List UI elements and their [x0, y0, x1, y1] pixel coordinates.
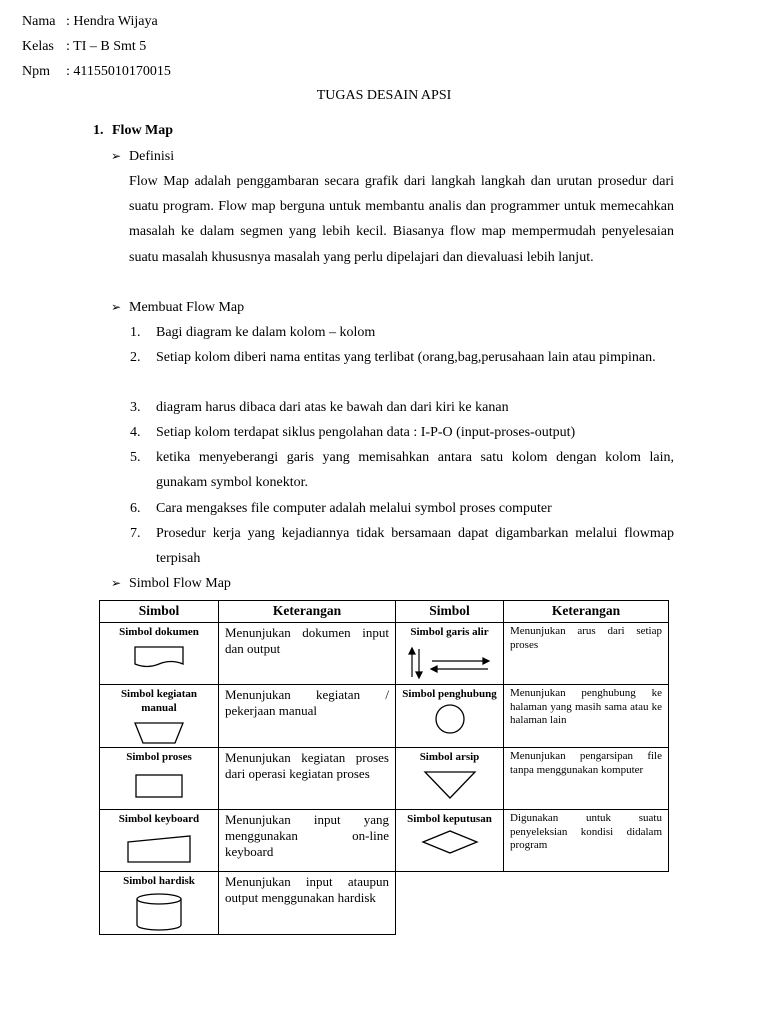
list-item-number: 5.	[130, 450, 141, 465]
simbol-heading	[111, 574, 231, 593]
symbol-name: Simbol kegiatan manual	[120, 688, 198, 714]
symbol-cell	[396, 810, 504, 872]
arrow-bullet-icon: ➢	[111, 300, 122, 314]
definisi-paragraph: Flow Map adalah penggambaran secara grafik dari langkah langkah dan urutan prosedur dari suatu program. Flow map berguna untuk membantu analis dan programmer untuk memecahkan masalah ke dalam segmen yang lebih kecil. Biasanya flow map mempermudah penyelesaian suatu masalah khususnya masalah yang perlu dipelajari dan dievaluasi lebih lanjut.	[129, 174, 674, 265]
symbol-cell	[100, 872, 219, 935]
npm-value: : 41155010170015	[66, 64, 171, 79]
class-label: Kelas	[22, 39, 54, 54]
col-header: Keterangan	[219, 601, 396, 623]
symbol-name: Simbol hardisk	[123, 875, 195, 887]
table-row	[100, 872, 669, 935]
section-heading	[93, 122, 173, 140]
list-item	[130, 320, 674, 345]
list-item-number: 2.	[130, 350, 141, 365]
name-label: Nama	[22, 14, 56, 29]
col-header: Keterangan	[504, 601, 669, 623]
symbol-desc: Menunjukan kegiatan proses dari operasi kegiatan proses	[219, 748, 396, 810]
list-item-number: 3.	[130, 400, 141, 415]
simbol-heading-label: Simbol Flow Map	[129, 576, 231, 591]
list-item-text: Setiap kolom diberi nama entitas yang terlibat (orang,bag,perusahaan lain atau pimpinan.	[156, 350, 656, 365]
symbol-name: Simbol keyboard	[118, 813, 200, 825]
name-value: : Hendra Wijaya	[66, 14, 158, 29]
process-rect-icon	[134, 773, 184, 799]
list-item	[130, 496, 674, 521]
symbol-desc: Menunjukan arus dari setiap proses	[504, 623, 669, 685]
document-icon	[133, 645, 185, 669]
symbol-desc: Menunjukan input yang menggunakan on-line keyboard	[219, 810, 396, 872]
symbol-desc: Menunjukan input ataupun output menggunakan hardisk	[219, 872, 396, 935]
arrow-bullet-icon: ➢	[111, 149, 122, 163]
list-item	[130, 420, 674, 445]
symbol-cell	[396, 623, 504, 685]
list-item-text: Setiap kolom terdapat siklus pengolahan data : I-P-O (input-proses-output)	[156, 425, 576, 440]
symbol-name: Simbol garis alir	[410, 626, 489, 638]
col-header: Simbol	[100, 601, 219, 623]
definisi-heading	[111, 147, 174, 166]
symbol-desc: Menunjukan kegiatan / pekerjaan manual	[219, 685, 396, 748]
list-item-text: diagram harus dibaca dari atas ke bawah dan dari kiri ke kanan	[156, 400, 509, 415]
harddisk-cylinder-icon	[134, 892, 184, 932]
table-row	[100, 623, 669, 685]
symbol-desc: Menunjukan pengarsipan file tanpa menggunakan komputer	[504, 748, 669, 810]
section-number: 1.	[93, 123, 104, 138]
symbol-name: Simbol proses	[126, 751, 192, 763]
symbol-cell	[100, 685, 219, 748]
connector-circle-icon	[430, 704, 470, 734]
class-value: : TI – B Smt 5	[66, 39, 147, 54]
npm-label: Npm	[22, 64, 50, 79]
symbol-cell	[100, 810, 219, 872]
membuat-heading-label: Membuat Flow Map	[129, 300, 245, 315]
symbol-name: Simbol arsip	[419, 751, 480, 763]
table-row	[100, 748, 669, 810]
archive-triangle-icon	[423, 770, 477, 800]
table-row	[100, 810, 669, 872]
symbol-desc: Menunjukan penghubung ke halaman yang masih sama atau ke halaman lain	[504, 685, 669, 748]
symbol-cell	[396, 748, 504, 810]
symbol-cell	[100, 623, 219, 685]
symbol-desc: Menunjukan dokumen input dan output	[219, 623, 396, 685]
definisi-heading-label: Definisi	[129, 149, 175, 164]
keyboard-icon	[126, 834, 192, 864]
list-item	[130, 345, 674, 370]
list-item-text: ketika menyeberangi garis yang memisahkan antara satu kolom dengan kolom lain, gunakam symbol konektor.	[156, 450, 674, 491]
symbol-name: Simbol penghubung	[402, 688, 497, 700]
col-header: Simbol	[396, 601, 504, 623]
decision-diamond-icon	[421, 829, 479, 855]
list-item-number: 7.	[130, 526, 141, 541]
symbol-cell	[396, 685, 504, 748]
list-item-text: Cara mengakses file computer adalah melalui symbol proses computer	[156, 501, 552, 516]
symbol-table	[99, 600, 669, 935]
table-header-row	[100, 601, 669, 623]
table-row	[100, 685, 669, 748]
list-item	[130, 521, 674, 571]
symbol-name: Simbol dokumen	[119, 626, 199, 638]
manual-trapezoid-icon	[133, 721, 185, 745]
document-title: TUGAS DESAIN APSI	[316, 88, 452, 103]
list-item-number: 4.	[130, 425, 141, 440]
symbol-desc: Digunakan untuk suatu penyeleksian kondisi didalam program	[504, 810, 669, 872]
list-item-text: Prosedur kerja yang kejadiannya tidak bersamaan dapat digambarkan melalui flowmap terpisah	[156, 526, 674, 567]
list-item-number: 6.	[130, 501, 141, 516]
symbol-name: Simbol keputusan	[407, 813, 492, 825]
arrow-bullet-icon: ➢	[111, 576, 122, 590]
flow-arrows-icon	[406, 645, 494, 681]
list-item-text: Bagi diagram ke dalam kolom – kolom	[156, 325, 376, 340]
list-item-number: 1.	[130, 325, 141, 340]
section-label: Flow Map	[112, 123, 174, 138]
list-item	[130, 395, 674, 420]
membuat-heading	[111, 298, 244, 317]
list-item	[130, 445, 674, 495]
symbol-cell	[100, 748, 219, 810]
